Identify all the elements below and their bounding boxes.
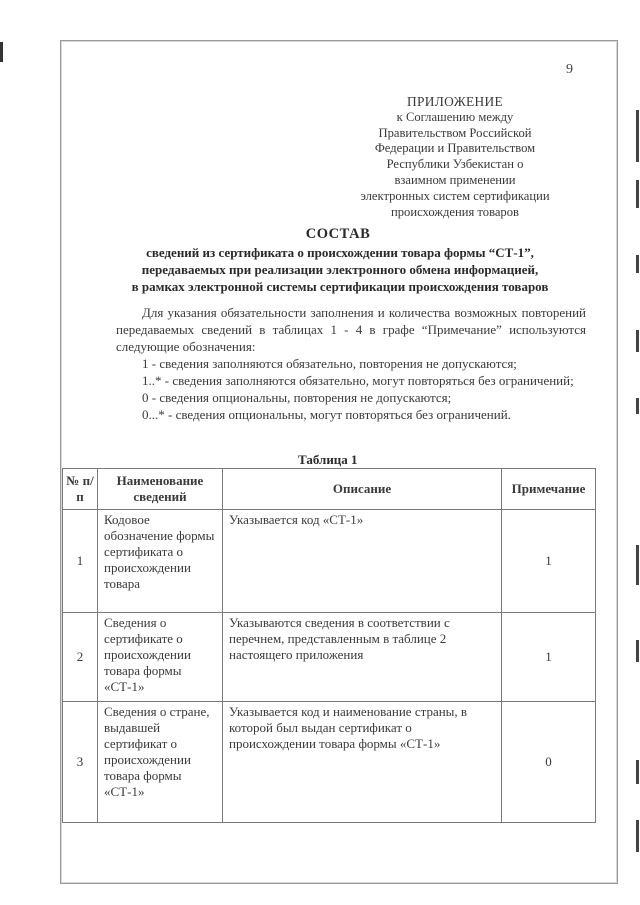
document-subtitle — [70, 244, 610, 295]
header-description: Описание — [223, 469, 502, 510]
appendix-line: взаимном применении — [394, 172, 516, 187]
cell-num: 2 — [63, 613, 98, 702]
legend-item: 1 - сведения заполняются обязательно, повторения не допускаются; — [142, 356, 517, 371]
legend-item: 0...* - сведения опциональны, могут повторяться без ограничений. — [142, 407, 511, 422]
table-header-row — [63, 469, 596, 510]
intro-paragraph: Для указания обязательности заполнения и количества возможных повторений передаваемых сведений в таблицах 1 - 4 в графе “Примечание” используются следующие обозначения: — [116, 305, 586, 354]
appendix-line: к Соглашению между — [396, 109, 514, 124]
table-row — [63, 702, 596, 823]
cell-description: Указывается код «СТ-1» — [223, 510, 502, 613]
cell-note: 1 — [502, 510, 596, 613]
appendix-line: Правительством Российской — [378, 125, 532, 140]
subtitle-line: сведений из сертификата о происхождении товара формы “СТ-1”, — [146, 245, 534, 260]
page-number: 9 — [566, 62, 573, 77]
scan-edge-mark — [0, 42, 3, 62]
body-text — [116, 304, 586, 423]
appendix-heading: ПРИЛОЖЕНИЕ — [407, 94, 503, 109]
cell-note: 1 — [502, 613, 596, 702]
legend-item: 0 - сведения опциональны, повторения не допускаются; — [142, 390, 452, 405]
table-caption: Таблица 1 — [298, 452, 358, 467]
appendix-block — [330, 94, 580, 220]
cell-num: 3 — [63, 702, 98, 823]
cell-name: Сведения о сертификате о происхождении товара формы «СТ-1» — [98, 613, 223, 702]
appendix-line: Республики Узбекистан о — [386, 157, 524, 172]
scan-edge-marks — [634, 0, 640, 905]
subtitle-line: передаваемых при реализации электронного обмена информацией, — [141, 262, 539, 277]
cell-name: Кодовое обозначение формы сертификата о происхождении товара — [98, 510, 223, 613]
cell-description: Указываются сведения в соответствии с перечнем, представленным в таблице 2 настоящего приложения — [223, 613, 502, 702]
header-name: Наименование сведений — [98, 469, 223, 510]
header-num: № п/п — [63, 469, 98, 510]
table-row — [63, 613, 596, 702]
table-row — [63, 510, 596, 613]
cell-name: Сведения о стране, выдавшей сертификат о происхождении товара формы «СТ-1» — [98, 702, 223, 823]
cell-note: 0 — [502, 702, 596, 823]
appendix-line: электронных систем сертификации — [360, 188, 550, 203]
legend-item: 1..* - сведения заполняются обязательно, могут повторяться без ограничений; — [142, 373, 574, 388]
appendix-line: происхождения товаров — [391, 204, 519, 219]
data-table — [62, 468, 596, 823]
subtitle-line: в рамках электронной системы сертификации происхождения товаров — [131, 279, 549, 294]
document-title: СОСТАВ — [305, 226, 371, 242]
cell-num: 1 — [63, 510, 98, 613]
header-note: Примечание — [502, 469, 596, 510]
cell-description: Указывается код и наименование страны, в которой был выдан сертификат о происхождении товара формы «СТ-1» — [223, 702, 502, 823]
appendix-line: Федерации и Правительством — [374, 141, 536, 156]
